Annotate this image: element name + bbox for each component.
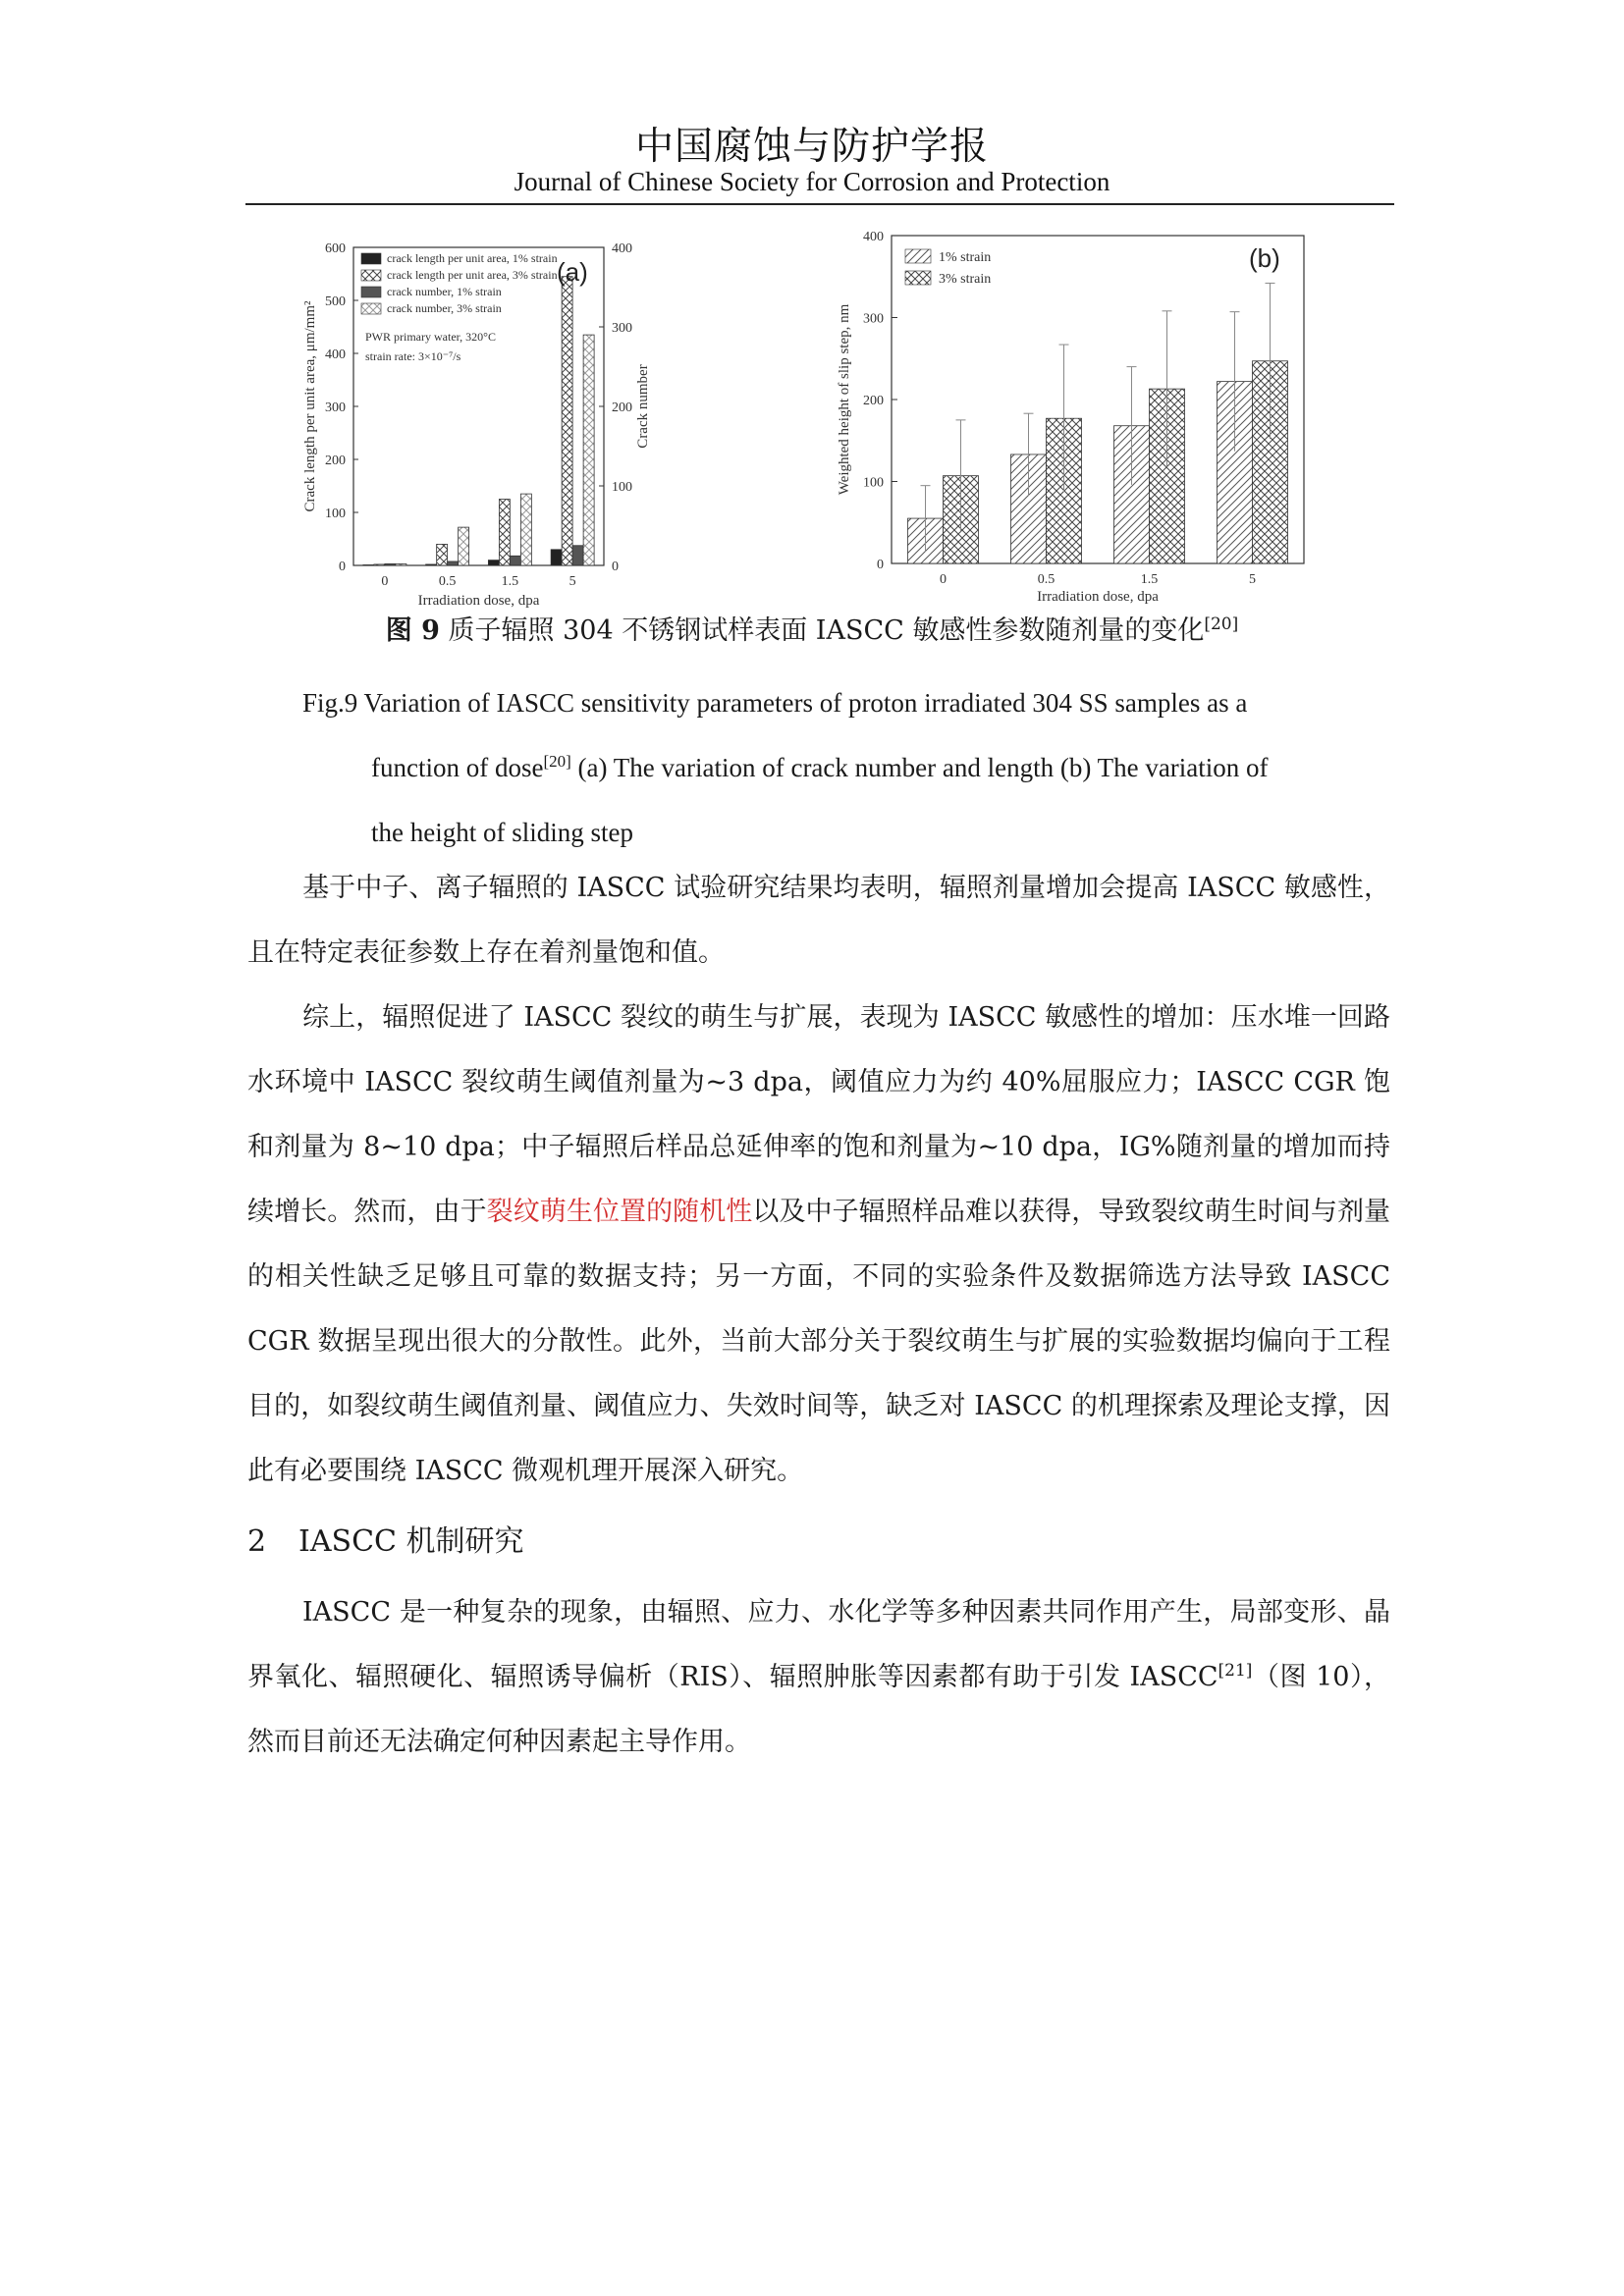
panel-a-ylabel: Crack length per unit area, μm/mm² bbox=[302, 300, 318, 512]
panel-a-legend-swatch bbox=[361, 303, 381, 314]
panel-a-ytick-label: 300 bbox=[325, 400, 346, 415]
caption-en-ref: [20] bbox=[543, 752, 571, 771]
panel-a-ytick2-label: 300 bbox=[612, 321, 632, 336]
panel-a-ylabel2: Crack number bbox=[635, 364, 651, 449]
panel-b-ytick-label: 200 bbox=[863, 394, 884, 408]
panel-a-annotation-2: strain rate: 3×10⁻⁷/s bbox=[365, 349, 461, 363]
panel-a-bar bbox=[488, 561, 499, 565]
panel-a-ytick-label: 500 bbox=[325, 294, 346, 309]
caption-en-line1: Fig.9 Variation of IASCC sensitivity parameters of proton irradiated 304 SS samples as a bbox=[302, 688, 1248, 718]
section-heading bbox=[247, 1517, 524, 1560]
panel-b-ytick-label: 0 bbox=[877, 558, 884, 572]
section-number: 2 bbox=[247, 1524, 267, 1559]
panel-b-xtick-label: 0 bbox=[940, 572, 947, 587]
panel-a-bar bbox=[499, 500, 510, 566]
panel-a-ytick-label: 200 bbox=[325, 454, 346, 468]
panel-a-bar bbox=[374, 564, 385, 565]
panel-a-bar bbox=[448, 561, 459, 565]
panel-a-ytick-label: 600 bbox=[325, 241, 346, 256]
panel-b-xlabel: Irradiation dose, dpa bbox=[1037, 589, 1159, 605]
panel-b-legend-swatch bbox=[905, 271, 931, 285]
caption-en-line3: the height of sliding step bbox=[371, 818, 633, 847]
panel-a-ytick2-label: 0 bbox=[612, 560, 619, 574]
panel-a-bar bbox=[426, 564, 437, 565]
panel-a-chart bbox=[302, 241, 651, 609]
panel-a-legend-swatch bbox=[361, 287, 381, 297]
panel-a-legend-item: crack length per unit area, 1% strain bbox=[387, 251, 558, 265]
paragraph-2-text-a: 综上，辐照促进了 IASCC 裂纹的萌生与扩展，表现为 IASCC 敏感性的增加：压水堆一回路水环境中 IASCC 裂纹萌生阈值剂量为~3 dpa，阈值应力为约 40%屈服应力；IASCC CGR 饱和剂量为 8~10 dpa；中子辐照后样品总延伸率的饱和剂量为~10 dpa，IG%随剂量的增加而持续增长。然而，由于 bbox=[247, 1002, 1390, 1227]
panel-a-ytick-label: 0 bbox=[339, 560, 346, 574]
header-divider bbox=[245, 203, 1394, 205]
caption-en-line2 bbox=[302, 735, 1343, 800]
figure-caption-text: 质子辐照 304 不锈钢试样表面 IASCC 敏感性参数随剂量的变化 bbox=[448, 615, 1205, 646]
panel-b-xtick-label: 0.5 bbox=[1037, 572, 1056, 587]
paragraph-2-text-b: 以及中子辐照样品难以获得，导致裂纹萌生时间与剂量的相关性缺乏足够且可靠的数据支持；另一方面，不同的实验条件及数据筛选方法导致 IASCC CGR 数据呈现出很大的分散性。此外，当前大部分关于裂纹萌生与扩展的实验数据均偏向于工程目的，如裂纹萌生阈值剂量、阈值应力、失效时间等，缺乏对 IASCC 的机理探索及理论支撑，因此有必要围绕 IASCC 微观机理开展深入研究。 bbox=[247, 1197, 1391, 1486]
paragraph-3-text-b: （图 10），然而目前还无法确定何种因素起主导作用。 bbox=[247, 1662, 1390, 1757]
figure-9 bbox=[295, 224, 1335, 609]
panel-a-bar bbox=[583, 335, 594, 565]
panel-a-ytick2-label: 200 bbox=[612, 400, 632, 415]
paragraph-3-ref: [21] bbox=[1218, 1661, 1253, 1681]
panel-b-ytick-label: 300 bbox=[863, 311, 884, 327]
panel-a-legend-item: crack number, 1% strain bbox=[387, 285, 502, 298]
panel-b-xtick-label: 5 bbox=[1249, 572, 1256, 587]
panel-a-ytick2-label: 100 bbox=[612, 480, 632, 495]
panel-b-ytick-label: 400 bbox=[863, 230, 884, 244]
paragraph-1 bbox=[247, 856, 1390, 986]
figure-9-charts bbox=[295, 224, 1335, 609]
panel-b-legend-swatch bbox=[905, 249, 931, 263]
panel-a-bar bbox=[562, 277, 572, 565]
panel-a-bar bbox=[437, 544, 448, 565]
figure-caption-en bbox=[302, 670, 1343, 865]
figure-label: 图 9 bbox=[385, 615, 440, 646]
section-title: IASCC 机制研究 bbox=[298, 1524, 524, 1559]
panel-a-tag: (a) bbox=[557, 257, 588, 287]
journal-title-cn: 中国腐蚀与防护学报 bbox=[634, 125, 989, 169]
paragraph-2 bbox=[247, 986, 1390, 1504]
caption-en-line2b: (a) The variation of crack number and length (b) The variation of bbox=[570, 753, 1269, 782]
panel-a-bar bbox=[572, 546, 583, 565]
panel-a-annotation-1: PWR primary water, 320°C bbox=[365, 330, 496, 344]
figure-caption-cn bbox=[0, 609, 1624, 647]
panel-b-xtick-label: 1.5 bbox=[1140, 572, 1159, 587]
panel-a-ytick-label: 400 bbox=[325, 347, 346, 362]
panel-a-bar bbox=[551, 550, 562, 565]
panel-a-bar bbox=[385, 563, 396, 565]
panel-b-ytick-label: 100 bbox=[863, 475, 884, 491]
panel-b-ylabel: Weighted height of slip step, nm bbox=[837, 303, 852, 496]
panel-a-ytick-label: 100 bbox=[325, 507, 346, 521]
panel-a-xlabel: Irradiation dose, dpa bbox=[417, 593, 540, 609]
panel-b-legend-item: 3% strain bbox=[939, 272, 992, 287]
panel-a-legend-swatch bbox=[361, 253, 381, 264]
panel-a-bar bbox=[459, 527, 469, 565]
panel-a-xtick-label: 5 bbox=[568, 574, 576, 589]
panel-a-ytick2-label: 400 bbox=[612, 241, 632, 256]
panel-a-legend-item: crack length per unit area, 3% strain bbox=[387, 268, 558, 282]
panel-a-bar bbox=[520, 494, 531, 565]
panel-b-tag: (b) bbox=[1249, 243, 1280, 273]
panel-a-xtick-label: 1.5 bbox=[501, 574, 519, 589]
paragraph-1-text: 基于中子、离子辐照的 IASCC 试验研究结果均表明，辐照剂量增加会提高 IASCC 敏感性，且在特定表征参数上存在着剂量饱和值。 bbox=[247, 873, 1390, 968]
paragraph-3 bbox=[247, 1580, 1390, 1775]
paragraph-3-text-a: IASCC 是一种复杂的现象，由辐照、应力、水化学等多种因素共同作用产生，局部变形、晶界氧化、辐照硬化、辐照诱导偏析（RIS）、辐照肿胀等因素都有助于引发 IASCC bbox=[247, 1597, 1390, 1692]
panel-a-xtick-label: 0.5 bbox=[438, 574, 457, 589]
panel-a-bar bbox=[510, 556, 520, 565]
highlighted-phrase: 裂纹萌生位置的随机性 bbox=[486, 1197, 753, 1227]
journal-title-en: Journal of Chinese Society for Corrosion and Protection bbox=[514, 167, 1110, 196]
caption-en-line2a: function of dose bbox=[371, 753, 544, 782]
panel-b-chart bbox=[837, 230, 1304, 605]
panel-a-legend-swatch bbox=[361, 270, 381, 281]
panel-a-bar bbox=[363, 564, 374, 565]
panel-a-legend-item: crack number, 3% strain bbox=[387, 301, 502, 315]
panel-a-bar bbox=[396, 563, 406, 565]
panel-a-xtick-label: 0 bbox=[381, 574, 389, 589]
panel-b-legend-item: 1% strain bbox=[939, 250, 992, 265]
figure-caption-ref: [20] bbox=[1204, 614, 1239, 634]
